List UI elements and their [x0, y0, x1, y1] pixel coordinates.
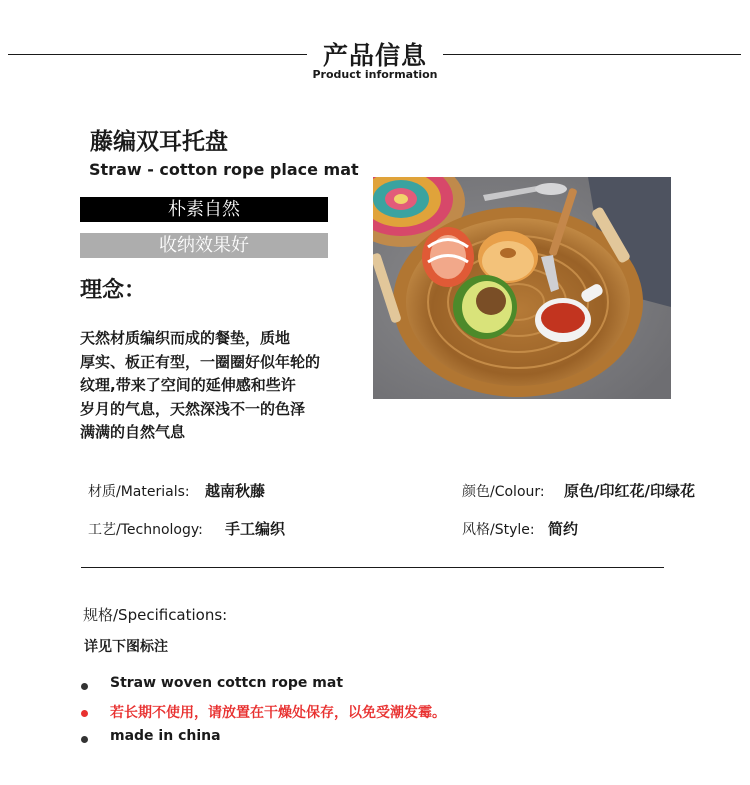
feature-tag-storage: 收纳效果好 [80, 233, 328, 258]
description-line: 厚实、板正有型，一圈圈好似年轮的 [80, 352, 321, 371]
bullet-dot-icon [81, 710, 88, 717]
description-line: 岁月的气息，天然深浅不一的色泽 [80, 399, 306, 418]
bullet-text: made in china [110, 728, 221, 744]
description-line: 纹理,带来了空间的延伸感和些许 [80, 376, 296, 394]
materials-value: 越南秋藤 [205, 482, 266, 500]
product-photo [373, 177, 671, 399]
style-value: 简约 [548, 520, 579, 538]
colour-label: 颜色/Colour: [462, 484, 545, 500]
description-line: 天然材质编织而成的餐垫，质地 [80, 329, 291, 347]
section-subtitle: Product information [312, 68, 438, 81]
technology-value: 手工编织 [225, 520, 286, 538]
feature-tag-natural: 朴素自然 [80, 197, 328, 222]
product-description [80, 327, 350, 445]
colour-value: 原色/印红花/印绿花 [564, 482, 695, 500]
bullet-dot-icon [81, 683, 88, 690]
description-line: 满满的自然气息 [80, 423, 186, 441]
rattan-tray-illustration [373, 177, 671, 399]
bullet-text: Straw woven cottcn rope mat [110, 675, 344, 691]
bullet-dot-icon [81, 736, 88, 743]
technology-label: 工艺/Technology: [88, 522, 203, 538]
specifications-label: 规格/Specifications: [83, 606, 228, 624]
bullet-text-warning: 若长期不使用，请放置在干燥处保存，以免受潮发霉。 [110, 705, 446, 721]
bullet-item-origin [80, 728, 680, 750]
materials-label: 材质/Materials: [88, 484, 190, 500]
product-name-cn: 藤编双耳托盘 [90, 129, 228, 155]
product-name-en: Straw - cotton rope place mat [89, 160, 359, 179]
concept-label: 理念： [80, 278, 147, 303]
specifications-value: 详见下图标注 [84, 639, 168, 655]
attributes-divider [81, 567, 664, 568]
section-title: 产品信息 [322, 41, 427, 70]
bullet-item-material [80, 675, 680, 697]
bullet-item-warning [80, 702, 680, 724]
style-label: 风格/Style: [462, 522, 535, 538]
